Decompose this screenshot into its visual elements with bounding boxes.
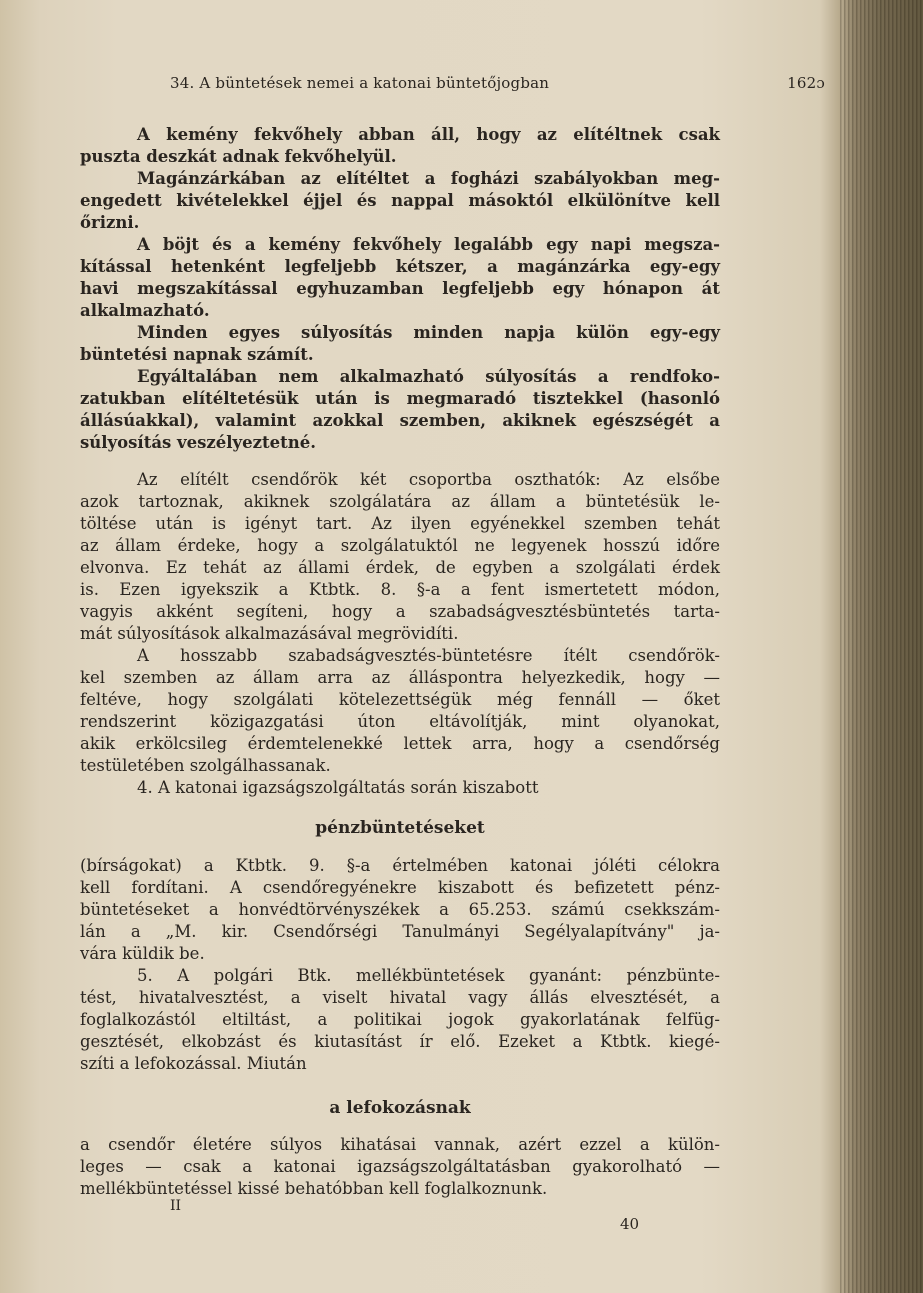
text-line: őrizni. [80,213,140,232]
text-line: is. Ezen igyekszik a Ktbtk. 8. §-a a fent ismertetett módon, [80,580,720,599]
book-spine [840,0,923,1293]
running-header [170,74,825,96]
bold-section [80,124,720,454]
text-line: puszta deszkát adnak fekvőhelyül. [80,147,397,166]
text-line: kell fordítani. A csendőregyénekre kiszabott és befizetett pénz- [80,878,720,897]
text-line: A böjt és a kemény fekvőhely legalább egy napi megsza- [137,235,720,254]
text-line: A kemény fekvőhely abban áll, hogy az elítéltnek csak [137,125,720,144]
text-line: engedett kivételekkel éjjel és nappal másoktól elkülönítve kell [80,191,720,210]
paragraph-section-2 [80,855,720,1075]
text-line: leges — csak a katonai igazságszolgáltatásban gyakorolható — [80,1157,720,1176]
text-line: 5. A polgári Btk. mellékbüntetések gyanánt: pénzbünte- [137,966,720,985]
text-line: töltése után is igényt tart. Az ilyen egyénekkel szemben tehát [80,514,720,533]
signature-mark: II [170,1198,182,1214]
text-line: állásúakkal), valamint azokkal szemben, akiknek egészségét a [80,411,720,430]
section-heading-lefokozas: a lefokozásnak [329,1098,471,1118]
text-line: alkalmazható. [80,301,210,320]
section-heading-penzbuntetes: pénzbüntetéseket [315,818,485,838]
text-line: kítással hetenként legfeljebb kétszer, a magánzárka egy-egy [80,257,720,276]
text-line: akik erkölcsileg érdemtelenekké lettek arra, hogy a csendőrség [80,734,720,753]
text-line: mellékbüntetéssel kissé behatóbban kell foglalkoznunk. [80,1179,548,1198]
text-line: szíti a lefokozással. Miután [80,1054,307,1073]
text-line: rendszerint közigazgatási úton eltávolítják, mint olyanokat, [80,712,720,731]
text-line: azok tartoznak, akiknek szolgálatára az állam a büntetésük le- [80,492,720,511]
text-line: Az elítélt csendőrök két csoportba oszthatók: Az elsőbe [137,470,720,489]
text-line: a csendőr életére súlyos kihatásai vannak, azért ezzel a külön- [80,1135,720,1154]
text-line: kel szemben az állam arra az álláspontra helyezkedik, hogy — [80,668,720,687]
text-line: tést, hivatalvesztést, a viselt hivatal vagy állás elvesztését, a [80,988,720,1007]
text-line: (bírságokat) a Ktbtk. 9. §-a értelmében katonai jóléti célokra [80,856,720,875]
text-line: havi megszakítással egyhuzamban legfeljebb egy hónapon át [80,279,720,298]
text-line: foglalkozástól eltiltást, a politikai jogok gyakorlatának felfüg- [80,1010,720,1029]
text-line: vára küldik be. [80,944,205,963]
text-line: az állam érdeke, hogy a szolgálatuktól ne legyenek hosszú időre [80,536,720,555]
paragraph-section-1 [80,469,720,799]
page-number: 162ɔ [787,74,825,92]
text-line: lán a „M. kir. Csendőrségi Tanulmányi Segélyalapítvány" ja- [80,922,720,941]
text-line: Egyáltalában nem alkalmazható súlyosítás a rendfoko- [137,367,720,386]
header-title: 34. A büntetések nemei a katonai büntetőjogban [170,74,550,92]
text-line: elvonva. Ez tehát az állami érdek, de egyben a szolgálati érdek [80,558,720,577]
text-line: Minden egyes súlyosítás minden napja külön egy-egy [137,323,720,342]
text-line: zatukban elítéltetésük után is megmaradó tisztekkel (hasonló [80,389,720,408]
text-line: testületében szolgálhassanak. [80,756,331,775]
text-line: mát súlyosítások alkalmazásával megrövidíti. [80,624,459,643]
text-line: A hosszabb szabadságvesztés-büntetésre ítélt csendőrök- [137,646,720,665]
text-line: vagyis akként segíteni, hogy a szabadságvesztésbüntetés tarta- [80,602,720,621]
text-line: feltéve, hogy szolgálati kötelezettségük még fennáll — őket [80,690,720,709]
text-line: büntetéseket a honvédtörvényszékek a 65.253. számú csekkszám- [80,900,720,919]
text-line: súlyosítás veszélyeztetné. [80,433,316,452]
sheet-number: 40 [620,1215,640,1233]
paragraph-section-3 [80,1134,720,1200]
text-line: Magánzárkában az elítéltet a fogházi szabályokban meg- [137,169,720,188]
text-line: büntetési napnak számít. [80,345,314,364]
text-line: gesztését, elkobzást és kiutasítást ír elő. Ezeket a Ktbtk. kiegé- [80,1032,720,1051]
text-line: 4. A katonai igazságszolgáltatás során kiszabott [137,778,539,797]
